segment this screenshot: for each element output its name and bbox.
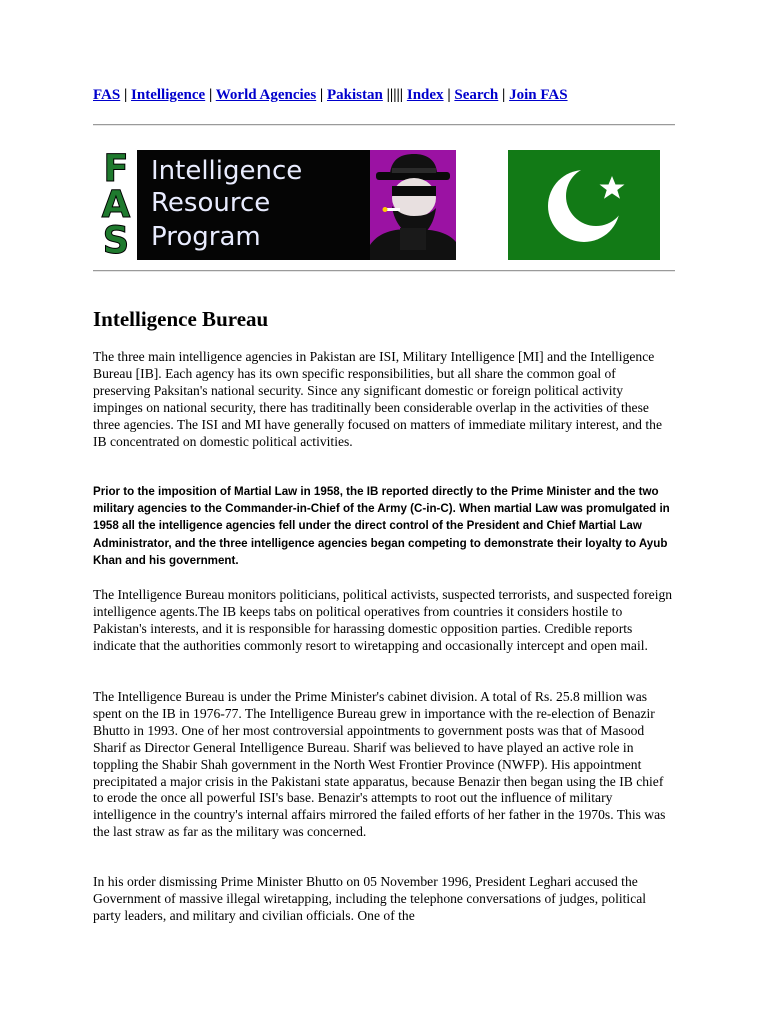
nav-separator: | <box>443 87 455 103</box>
page-title: Intelligence Bureau <box>93 307 269 331</box>
nav-link-fas[interactable]: FAS <box>93 87 121 103</box>
nav-link-join-fas[interactable]: Join FAS <box>509 87 568 103</box>
nav-separator: | <box>120 87 132 103</box>
paragraph-martial-law: Prior to the imposition of Martial Law in 1958, the IB reported directly to the Prime Minister and the two military agencies to the Commander-in-Chief of the Army (C-in-C). When martial Law was promulgated in 1958 all the intelligence agencies fell under the direct control of the President and Chief Martial Law Administrator, and the three intelligence agencies began competing to demonstrate their loyalty to Ayub Khan and his government. <box>93 485 670 567</box>
fas-logo-letter-a: A <box>101 183 131 226</box>
paragraph-bhutto-dismissal: In his order dismissing Prime Minister Bhutto on 05 November 1996, President Leghari accused the Government of massive illegal wiretapping, including the telephone conversations of judges, political party leaders, and military and civilian officials. One of the <box>93 874 647 923</box>
program-title-line-2: Resource <box>151 188 271 218</box>
pakistan-flag <box>508 150 660 260</box>
program-title-line-3: Program <box>151 222 261 252</box>
nav-link-index[interactable]: Index <box>406 87 444 103</box>
nav-separator: ||||| <box>382 87 407 103</box>
program-title-line-1: Intelligence <box>151 156 303 186</box>
paragraph-ib-monitoring: The Intelligence Bureau monitors politicians, political activists, suspected terrorists, and suspected foreign intelligence agents.The IB keeps tabs on political operatives from countries it considers hostile to Pakistan's interests, and it is responsible for harassing domestic opposition parties. Credible reports indicate that the authorities commonly resort to wiretapping and occasionally intercept and open mail. <box>93 587 673 653</box>
nav-separator: | <box>498 87 510 103</box>
nav-link-intelligence[interactable]: Intelligence <box>131 87 206 103</box>
top-divider <box>93 124 675 126</box>
fas-logo[interactable] <box>96 147 136 262</box>
spy-illustration <box>370 150 456 260</box>
flag-white-stripe <box>456 150 508 260</box>
fas-logo-letter-f: F <box>103 147 129 190</box>
paragraph-agencies-overview: The three main intelligence agencies in Pakistan are ISI, Military Intelligence [MI] and the Intelligence Bureau [IB]. Each agency has its own specific responsibilities, but all share the common goal of preserving Paksitan's national security. Since any significant domestic or foreign political activity impinges on national security, there has traditinally been considerable overlap in the activities of these three agencies. The ISI and MI have generally focused on matters of immediate military interest, and the IB concentrated on domestic political activities. <box>93 349 662 449</box>
irp-banner <box>96 147 660 262</box>
nav-link-search[interactable]: Search <box>454 87 499 103</box>
nav-separator: | <box>205 87 216 103</box>
spy-figure-icon <box>370 150 456 260</box>
paragraph-ib-cabinet-division: The Intelligence Bureau is under the Prime Minister's cabinet division. A total of Rs. 25.8 million was spent on the IB in 1976-77. The Intelligence Bureau grew in importance with the re-election of Benazir Bhutto in 1993. One of her most controversial appointments to government posts was that of Masood Sharif as Director General Intelligence Bureau. Sharif was believed to have played an active role in toppling the Shabir Shah government in the North West Frontier Province (NWFP). His appointment precipitated a major crisis in the Pakistani state apparatus, because Benazir then began using the IB chief to erode the once all powerful ISI's base. Benazir's attempts to root out the influence of military intelligence in the country's internal affairs mirrored the failed efforts of her father in the 1970s. This was the last straw as far as the military was concerned. <box>93 689 666 840</box>
nav-link-pakistan[interactable]: Pakistan <box>326 87 383 103</box>
fas-logo-letter-s: S <box>102 219 130 262</box>
program-title-panel <box>137 150 370 260</box>
crescent-star-icon <box>508 150 660 260</box>
nav-separator: | <box>316 87 327 103</box>
nav-link-world-agencies[interactable]: World Agencies <box>215 87 317 103</box>
top-navigation <box>93 87 683 104</box>
banner-divider <box>93 270 675 272</box>
